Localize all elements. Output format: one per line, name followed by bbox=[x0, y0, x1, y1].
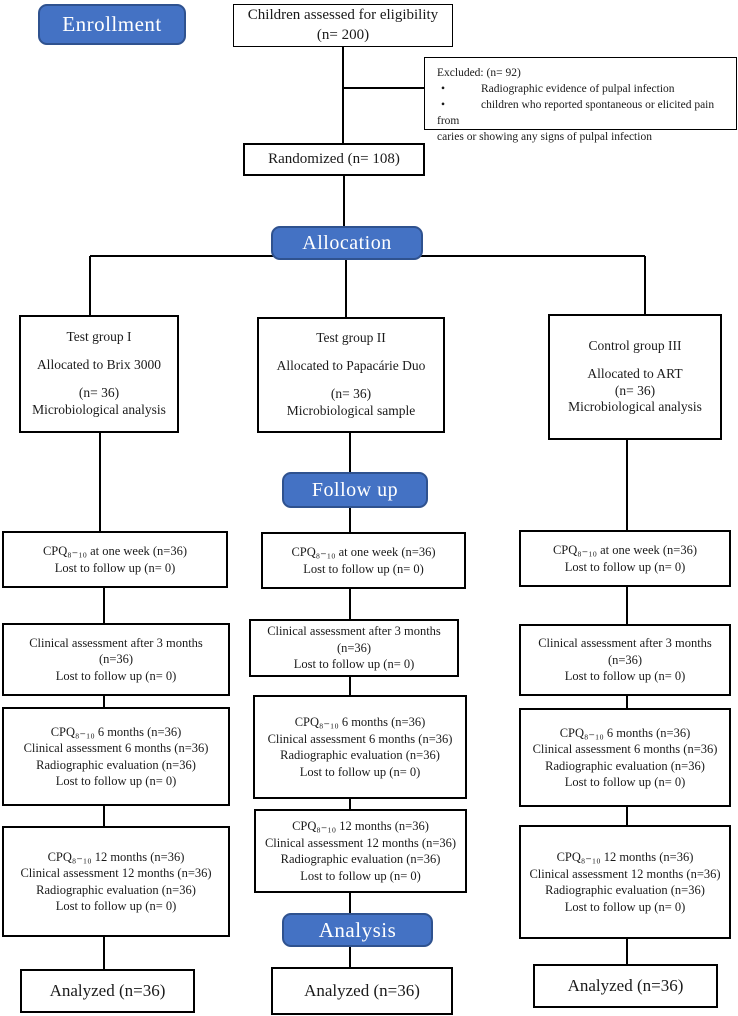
three-month-line1: Clinical assessment after 3 months bbox=[538, 636, 712, 651]
group-box-test-1 bbox=[19, 315, 179, 433]
twelve-month-line3: Radiographic evaluation (n=36) bbox=[545, 883, 705, 897]
analyzed-text: Analyzed (n=36) bbox=[304, 980, 420, 1000]
twelve-month-line1: CPQ₈₋₁₀ 12 months (n=36) bbox=[556, 850, 694, 864]
twelve-month-line2: Clinical assessment 12 months (n=36) bbox=[529, 866, 721, 881]
three-month-line2: (n=36) bbox=[98, 652, 134, 667]
twelve-month-line1: CPQ₈₋₁₀ 12 months (n=36) bbox=[292, 819, 429, 833]
twelve-month-line2: Clinical assessment 12 months (n=36) bbox=[264, 835, 457, 850]
week-line1: CPQ₈₋₁₀ at one week (n=36) bbox=[42, 544, 188, 558]
analysis-stage-text: Analysis bbox=[318, 917, 397, 942]
six-month-line3: Radiographic evaluation (n=36) bbox=[36, 757, 196, 772]
three-month-line1: Clinical assessment after 3 months bbox=[29, 635, 203, 650]
excluded-bullet-2: • children who reported spontaneous or elicited pain from bbox=[437, 99, 715, 128]
twelve-month-box-col1 bbox=[2, 826, 230, 937]
excluded-box bbox=[424, 57, 737, 144]
group-count: (n= 36) bbox=[614, 382, 656, 398]
six-month-line1: CPQ₈₋₁₀ 6 months (n=36) bbox=[294, 715, 426, 729]
excluded-bullet-1: • Radiographic evidence of pulpal infection bbox=[437, 81, 726, 97]
analyzed-text: Analyzed (n=36) bbox=[49, 980, 166, 1000]
week-box-col1 bbox=[2, 531, 228, 588]
randomized-text: Randomized (n= 108) bbox=[268, 150, 400, 167]
group-extra: Microbiological analysis bbox=[32, 401, 166, 417]
analyzed-box-col3 bbox=[533, 964, 718, 1008]
excluded-title: Excluded: (n= 92) bbox=[437, 67, 521, 79]
twelve-month-box-col2 bbox=[254, 809, 467, 893]
allocation-stage-label bbox=[271, 226, 423, 260]
group-name: Test group I bbox=[66, 329, 132, 345]
week-line2: Lost to follow up (n= 0) bbox=[564, 559, 686, 574]
six-month-line2: Clinical assessment 6 months (n=36) bbox=[532, 742, 718, 756]
group-box-test-2 bbox=[257, 317, 445, 433]
six-month-line2: Clinical assessment 6 months (n=36) bbox=[23, 741, 209, 755]
twelve-month-line4: Lost to follow up (n= 0) bbox=[55, 899, 177, 913]
week-line2: Lost to follow up (n= 0) bbox=[303, 561, 424, 576]
three-month-line3: Lost to follow up (n= 0) bbox=[564, 669, 686, 684]
follow-up-stage-label bbox=[282, 472, 428, 508]
week-line1: CPQ₈₋₁₀ at one week (n=36) bbox=[552, 543, 698, 557]
group-allocation: Allocated to Brix 3000 bbox=[36, 357, 162, 373]
three-month-line3: Lost to follow up (n= 0) bbox=[55, 668, 177, 683]
group-allocation: Allocated to Papacárie Duo bbox=[276, 358, 426, 374]
group-box-control-3 bbox=[548, 314, 722, 440]
three-month-line2: (n=36) bbox=[607, 652, 643, 667]
group-count: (n= 36) bbox=[78, 385, 120, 400]
six-month-box-col3 bbox=[519, 708, 731, 807]
twelve-month-line4: Lost to follow up (n= 0) bbox=[300, 868, 421, 883]
follow-up-stage-text: Follow up bbox=[311, 478, 399, 501]
twelve-month-line4: Lost to follow up (n= 0) bbox=[564, 899, 686, 914]
six-month-line4: Lost to follow up (n= 0) bbox=[55, 774, 177, 788]
week-box-col2 bbox=[261, 532, 466, 589]
three-month-box-col3 bbox=[519, 624, 731, 696]
eligibility-count: (n= 200) bbox=[316, 26, 370, 43]
six-month-box-col2 bbox=[253, 695, 467, 799]
analysis-stage-label bbox=[282, 913, 433, 947]
eligibility-line1: Children assessed for eligibility bbox=[247, 6, 439, 23]
enrollment-stage-text: Enrollment bbox=[62, 12, 162, 36]
three-month-box-col1 bbox=[2, 623, 230, 696]
six-month-line4: Lost to follow up (n= 0) bbox=[299, 764, 421, 779]
twelve-month-line1: CPQ₈₋₁₀ 12 months (n=36) bbox=[47, 849, 185, 864]
group-name: Control group III bbox=[588, 337, 682, 353]
bullet-icon: • bbox=[441, 99, 446, 112]
eligibility-box bbox=[233, 4, 453, 47]
group-extra: Microbiological analysis bbox=[568, 399, 702, 415]
twelve-month-box-col3 bbox=[519, 825, 731, 939]
six-month-line1: CPQ₈₋₁₀ 6 months (n=36) bbox=[559, 725, 691, 740]
twelve-month-line3: Radiographic evaluation (n=36) bbox=[36, 882, 196, 897]
group-allocation: Allocated to ART bbox=[587, 365, 683, 381]
six-month-line2: Clinical assessment 6 months (n=36) bbox=[267, 731, 453, 746]
week-line1: CPQ₈₋₁₀ at one week (n=36) bbox=[291, 545, 436, 559]
six-month-line3: Radiographic evaluation (n=36) bbox=[545, 758, 705, 773]
bullet-icon: • bbox=[441, 83, 446, 96]
twelve-month-line2: Clinical assessment 12 months (n=36) bbox=[20, 866, 212, 880]
analyzed-text: Analyzed (n=36) bbox=[567, 975, 684, 995]
excluded-continuation: caries or showing any signs of pulpal infection bbox=[437, 131, 652, 144]
randomized-box bbox=[243, 143, 425, 176]
enrollment-stage-label bbox=[38, 4, 186, 45]
group-name: Test group II bbox=[316, 330, 386, 346]
analyzed-box-col1 bbox=[20, 969, 195, 1013]
twelve-month-line3: Radiographic evaluation (n=36) bbox=[280, 852, 441, 866]
three-month-line2: (n=36) bbox=[336, 640, 372, 655]
six-month-line4: Lost to follow up (n= 0) bbox=[564, 775, 686, 789]
group-count: (n= 36) bbox=[330, 386, 372, 401]
group-extra: Microbiological sample bbox=[286, 402, 416, 418]
six-month-box-col1 bbox=[2, 707, 230, 806]
analyzed-box-col2 bbox=[271, 967, 453, 1015]
six-month-line1: CPQ₈₋₁₀ 6 months (n=36) bbox=[50, 724, 182, 739]
three-month-line1: Clinical assessment after 3 months bbox=[267, 624, 441, 639]
week-box-col3 bbox=[519, 530, 731, 587]
six-month-line3: Radiographic evaluation (n=36) bbox=[280, 748, 440, 762]
three-month-line3: Lost to follow up (n= 0) bbox=[293, 657, 415, 672]
week-line2: Lost to follow up (n= 0) bbox=[54, 560, 176, 575]
allocation-stage-text: Allocation bbox=[302, 231, 392, 254]
three-month-box-col2 bbox=[249, 619, 459, 677]
